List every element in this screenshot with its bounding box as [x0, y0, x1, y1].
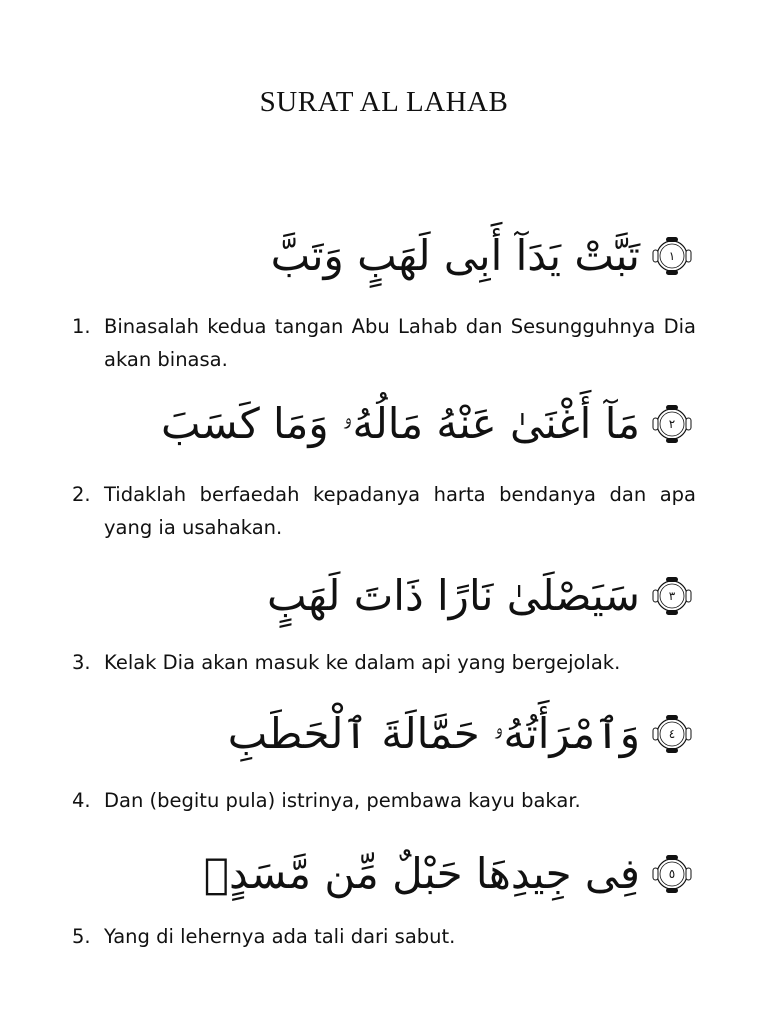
- translation-4: [72, 784, 696, 817]
- ayah-number: ٢: [668, 417, 676, 431]
- ayah-number: ٤: [668, 727, 676, 741]
- translation-text: Kelak Dia akan masuk ke dalam api yang bergejolak.: [104, 651, 621, 674]
- translation-number: 5.: [72, 925, 91, 948]
- translation-text: Tidaklah berfaedah kepadanya harta bendanya dan apa yang ia usahakan.: [104, 483, 696, 539]
- ayah-number: ١: [668, 249, 676, 263]
- ayah-end-marker-icon: [650, 574, 694, 618]
- translation-2: [72, 478, 696, 544]
- ayah-end-marker-icon: [650, 852, 694, 896]
- translation-1: [72, 310, 696, 376]
- arabic-verse-5: [203, 849, 694, 898]
- arabic-text: وَٱمْرَأَتُهُۥ حَمَّالَةَ ٱلْحَطَبِ: [227, 709, 640, 758]
- arabic-text: تَبَّتْ يَدَآ أَبِى لَهَبٍ وَتَبَّ: [270, 231, 640, 280]
- ayah-end-marker-icon: [650, 402, 694, 446]
- translation-text: Yang di lehernya ada tali dari sabut.: [104, 925, 456, 948]
- translation-number: 3.: [72, 651, 91, 674]
- arabic-text: مَآ أَغْنَىٰ عَنْهُ مَالُهُۥ وَمَا كَسَبَ: [160, 399, 640, 448]
- arabic-verse-4: [227, 709, 694, 758]
- ayah-end-marker-icon: [650, 234, 694, 278]
- ayah-number: ٣: [668, 589, 676, 603]
- translation-5: [72, 920, 696, 953]
- page-title: SURAT AL LAHAB: [259, 86, 509, 118]
- translation-3: [72, 646, 696, 679]
- arabic-verse-1: [270, 231, 694, 280]
- arabic-verse-2: [160, 399, 694, 448]
- translation-text: Binasalah kedua tangan Abu Lahab dan Sesungguhnya Dia akan binasa.: [104, 315, 696, 371]
- ayah-end-marker-icon: [650, 712, 694, 756]
- arabic-text: سَيَصْلَىٰ نَارًا ذَاتَ لَهَبٍ: [267, 571, 640, 620]
- translation-number: 2.: [72, 483, 91, 506]
- arabic-verse-3: [267, 571, 694, 620]
- arabic-text: فِى جِيدِهَا حَبْلٌ مِّن مَّسَدٍۭ: [203, 849, 640, 898]
- ayah-number: ٥: [668, 867, 676, 881]
- translation-number: 1.: [72, 315, 91, 338]
- translation-number: 4.: [72, 789, 91, 812]
- translation-text: Dan (begitu pula) istrinya, pembawa kayu bakar.: [104, 789, 581, 812]
